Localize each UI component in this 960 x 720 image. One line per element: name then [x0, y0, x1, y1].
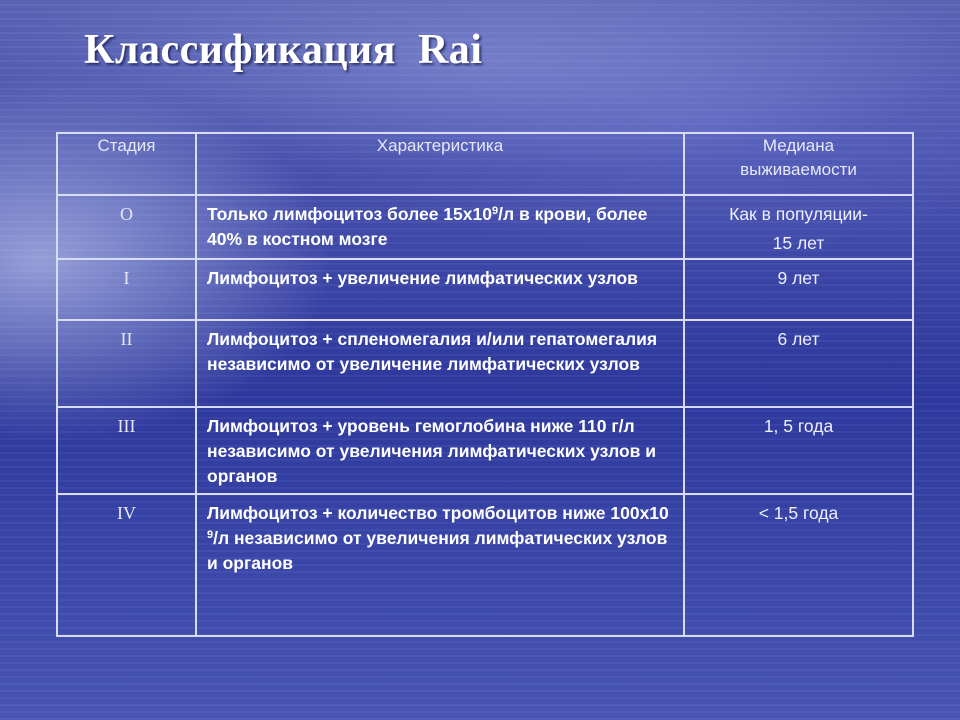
- characteristic-cell: [196, 407, 684, 494]
- median-survival-cell: [684, 195, 913, 259]
- median-survival-line1: Как в популяции-: [729, 204, 868, 224]
- median-survival-line1: 1, 5 года: [763, 416, 834, 436]
- characteristic-cell: [196, 320, 684, 407]
- header-characteristic: Характеристика: [196, 133, 684, 195]
- table-row-stage-4: [57, 494, 913, 636]
- superscript-exponent: 9: [207, 529, 214, 541]
- table-row-stage-2: [57, 320, 913, 407]
- median-survival-line1: 9 лет: [777, 268, 820, 288]
- median-survival-cell: [684, 494, 913, 636]
- stage-cell: I: [57, 259, 196, 320]
- header-median-line1: Медиана: [762, 136, 835, 155]
- median-survival-line2: 15 лет: [772, 233, 825, 253]
- table-row-stage-0: [57, 195, 913, 259]
- characteristic-text: Лимфоцитоз + количество тромбоцитов ниже 100х10: [207, 503, 669, 523]
- characteristic-text: Лимфоцитоз + увеличение лимфатических узлов: [207, 268, 638, 288]
- median-survival-cell: [684, 407, 913, 494]
- median-survival-cell: [684, 320, 913, 407]
- median-survival-line1: < 1,5 года: [758, 503, 839, 523]
- characteristic-cell: [196, 494, 684, 636]
- rai-classification-table: [56, 132, 914, 637]
- stage-cell: IV: [57, 494, 196, 636]
- median-survival-line1: 6 лет: [777, 329, 820, 349]
- header-median-survival: [684, 133, 913, 195]
- slide-title: Классификация Rai: [84, 27, 483, 73]
- stage-cell: II: [57, 320, 196, 407]
- characteristic-text: Только лимфоцитоз более 15х10: [207, 204, 492, 224]
- table-row-stage-1: [57, 259, 913, 320]
- header-stage: Стадия: [57, 133, 196, 195]
- characteristic-cell: [196, 259, 684, 320]
- superscript-exponent: 9: [491, 205, 499, 217]
- table-row-stage-3: [57, 407, 913, 494]
- characteristic-text: Лимфоцитоз + спленомегалия и/или гепатомегалия независимо от увеличение лимфатических узлов: [207, 329, 658, 374]
- stage-cell: III: [57, 407, 196, 494]
- characteristic-text: Лимфоцитоз + уровень гемоглобина ниже 110 г/л независимо от увеличения лимфатических узлов и органов: [207, 416, 657, 486]
- stage-cell: O: [57, 195, 196, 259]
- header-median-line2: выживаемости: [740, 160, 857, 179]
- characteristic-text-cont: /л независимо от увеличения лимфатических узлов и органов: [207, 528, 668, 573]
- median-survival-cell: [684, 259, 913, 320]
- characteristic-cell: [196, 195, 684, 259]
- table-header-row: [57, 133, 913, 195]
- characteristic-text-cont: /л в крови, более 40% в костном мозге: [207, 204, 648, 249]
